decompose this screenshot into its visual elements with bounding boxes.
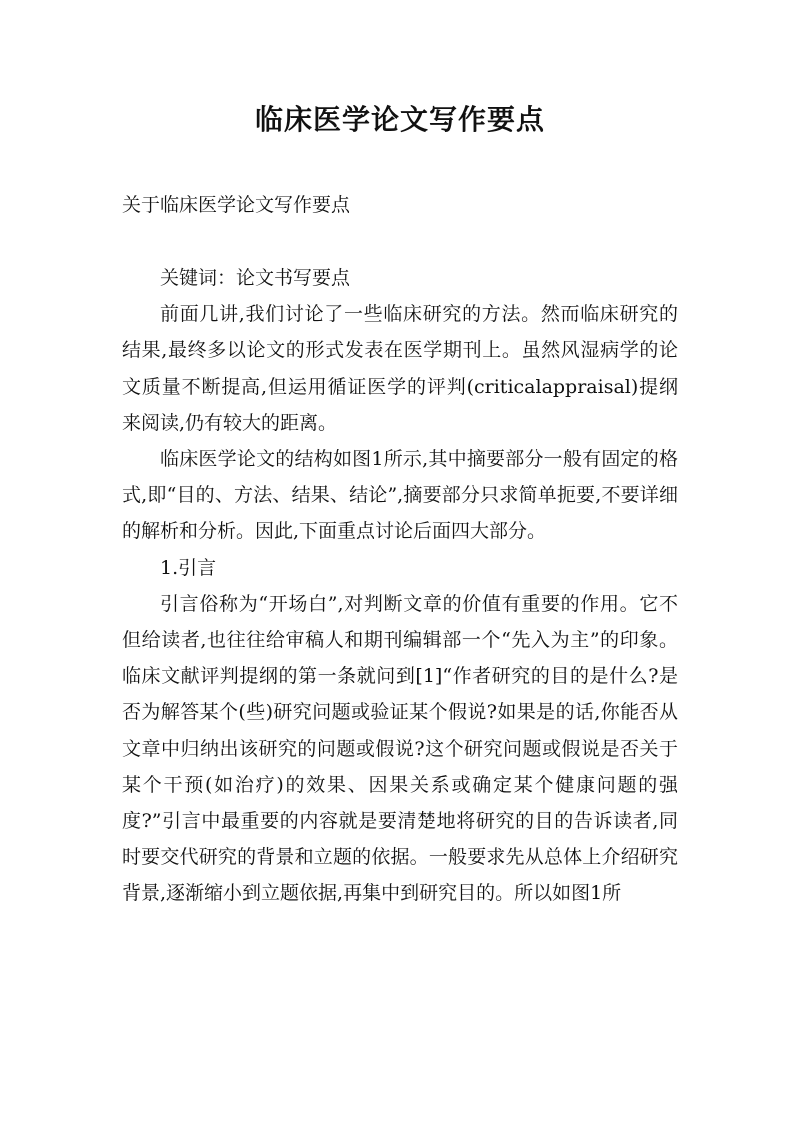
document-subtitle: 关于临床医学论文写作要点 [122,194,351,216]
paragraph-introduction: 引言俗称为“开场白”,对判断文章的价值有重要的作用。它不但给读者,也往往给审稿人和期刊编辑部一个“先入为主”的印象。临床文献评判提纲的第一条就问到[1]“作者研究的目的是什么?是否为解答某个(些)研究问题或验证某个假说?如果是的话,你能否从文章中归纳出该研究的问题或假说?这个研究问题或假说是否关于某个干预(如治疗)的效果、因果关系或确定某个健康问题的强度?”引言中最重要的内容就是要清楚地将研究的目的告诉读者,同时要交代研究的背景和立题的依据。一般要求先从总体上介绍研究背景,逐渐缩小到立题依据,再集中到研究目的。所以如图1所 [122,592,678,905]
paragraph-structure: 临床医学论文的结构如图1所示,其中摘要部分一般有固定的格式,即“目的、方法、结果、结论”,摘要部分只求简单扼要,不要详细的解析和分析。因此,下面重点讨论后面四大部分。 [122,448,678,543]
document-body [122,260,678,912]
keywords-line: 关键词：论文书写要点 [160,267,351,289]
paragraph-intro: 前面几讲,我们讨论了一些临床研究的方法。然而临床研究的结果,最终多以论文的形式发表在医学期刊上。虽然风湿病学的论文质量不断提高,但运用循证医学的评判(criticalappraisal)提纲来阅读,仍有较大的距离。 [122,303,678,434]
document-title: 临床医学论文写作要点 [254,103,545,136]
section-heading-introduction: 1.引言 [160,556,217,579]
